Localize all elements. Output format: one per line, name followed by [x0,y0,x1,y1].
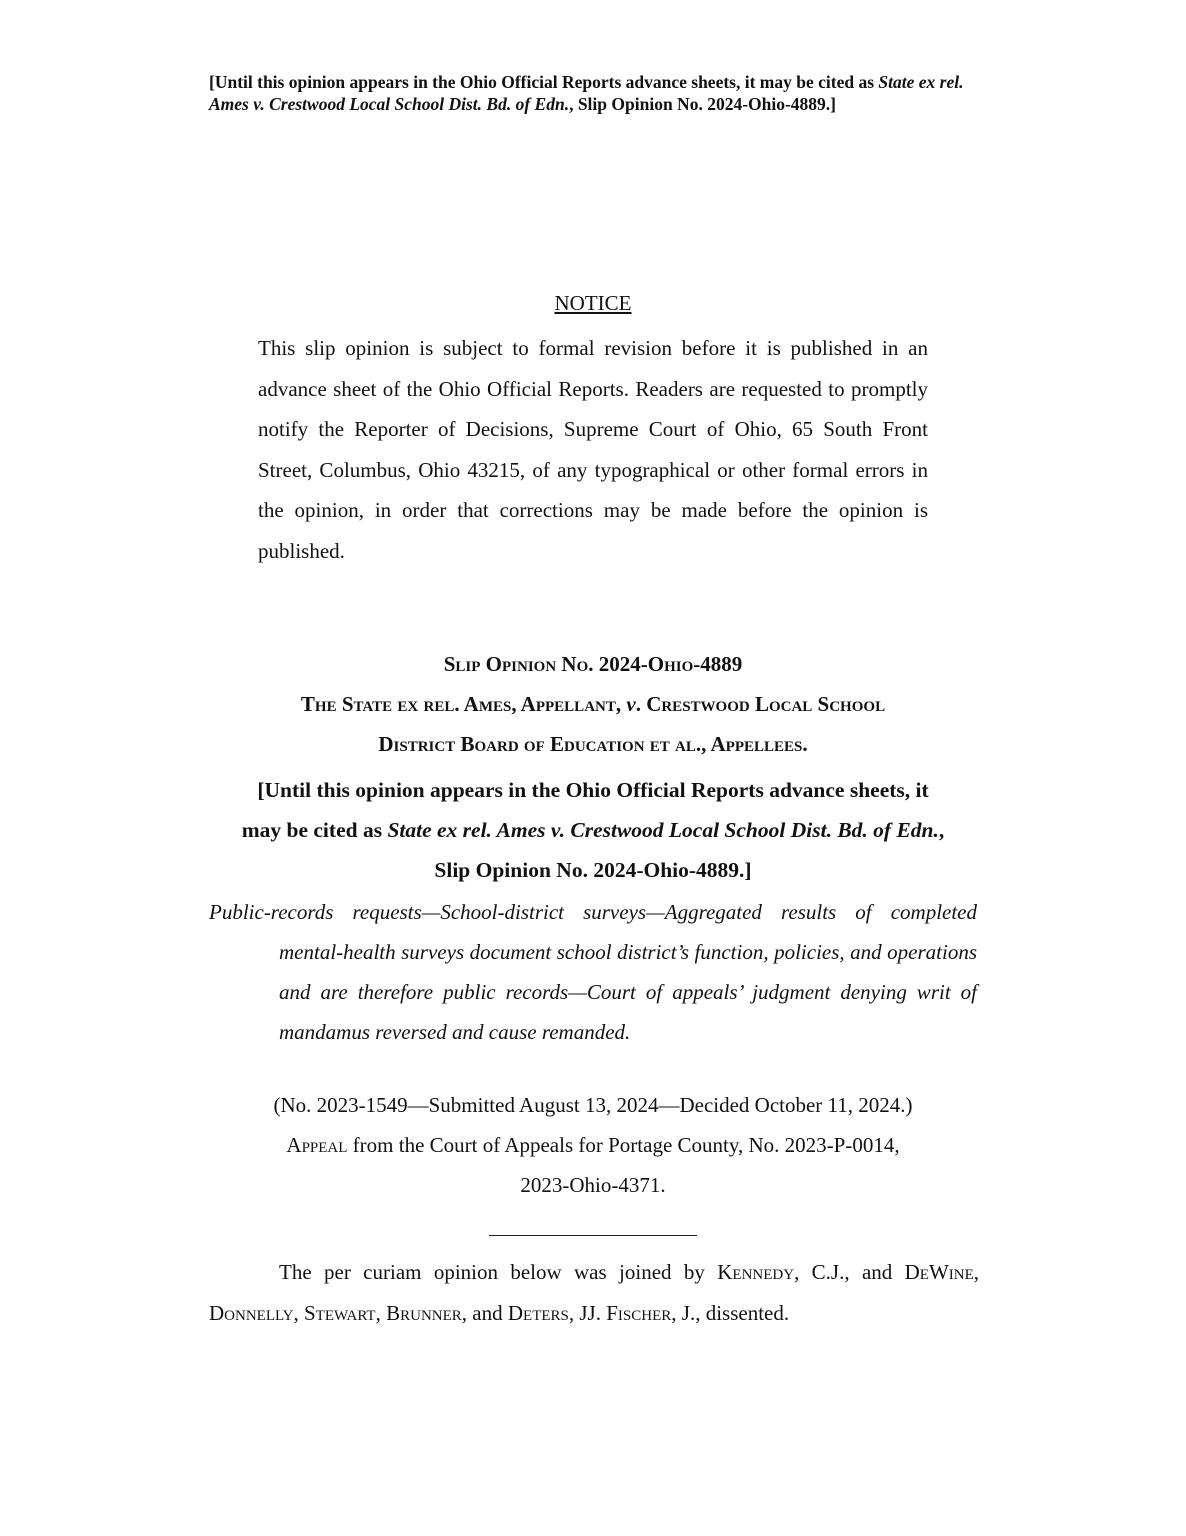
justice-kennedy: Kennedy [717,1260,795,1284]
appeal-label: Appeal [286,1133,348,1157]
citation-case-name: State ex rel. Ames v. Crestwood Local School Dist. Bd. of Edn. [387,818,939,842]
joined-text: , [293,1300,304,1325]
joined-text: , [973,1260,980,1284]
citation-header [209,71,979,115]
syllabus: Public-records requests—School-district surveys—Aggregated results of completed mental-health surveys document school district’s function, policies, and operations and are therefore public records—Court of appeals’ judgment denying writ of mandamus reversed and cause remanded. [209,900,977,1044]
joined-text: , J., dissented. [671,1300,790,1325]
citation-notice-line3: Slip Opinion No. 2024-Ohio-4889.] [434,858,752,882]
joined-text: , JJ. [568,1300,607,1325]
justice-deters: Deters [507,1300,569,1325]
separator-rule [489,1235,697,1236]
docket-line: (No. 2023-1549—Submitted August 13, 2024—Decided October 11, 2024.) [273,1093,913,1117]
case-caption-line1 [200,692,986,717]
citation-notice-line1: [Until this opinion appears in the Ohio Official Reports advance sheets, it [257,778,929,802]
header-slip-number: , Slip Opinion No. 2024-Ohio-4889.] [569,94,837,114]
joined-text: The per curiam opinion below was joined by [279,1260,718,1284]
citation-prefix: may be cited as [241,818,388,842]
joined-text: , [375,1300,387,1325]
notice-body: This slip opinion is subject to formal revision before it is published in an advance sheet of the Ohio Official Reports. Readers are requested to promptly notify the Reporter of Decisions, Supreme Court of Ohio, 65 South Front Street, Columbus, Ohio 43215, of any typographical or other formal errors in the opinion, in order that corrections may be made before the opinion is published. [258,336,928,563]
justice-dewine: DeWine [904,1260,974,1284]
header-case-name: State ex rel. Ames v. Crestwood Local School Dist. Bd. of Edn. [209,72,964,114]
citation-comma: , [938,818,945,842]
justice-donnelly: Donnelly [209,1300,294,1325]
case-caption-line2: District Board of Education et al., Appellees. [378,732,808,756]
joined-by-paragraph [209,1252,979,1333]
appeal-line1 [200,1133,986,1158]
citation-notice-line2 [200,810,986,850]
appeal-court: from the Court of Appeals for Portage County, No. 2023-P-0014, [347,1133,900,1157]
appeal-line2: 2023-Ohio-4371. [520,1173,666,1197]
header-text: [Until this opinion appears in the Ohio Official Reports advance sheets, it may be cited as [209,72,879,92]
justice-brunner: Brunner [386,1300,462,1325]
caption-versus: v [626,692,636,716]
joined-text: , C.J., and [794,1260,905,1284]
notice-title: NOTICE [554,291,632,315]
citation-notice [200,770,986,890]
slip-opinion-number: Slip Opinion No. 2024-Ohio-4889 [443,652,743,676]
justice-fischer: Fischer [606,1300,672,1325]
joined-text: , and [461,1300,508,1325]
caption-party-appellee: . Crestwood Local School [635,692,886,716]
caption-party-appellant: The State ex rel. Ames, Appellant, [300,692,627,716]
justice-stewart: Stewart [303,1300,376,1325]
